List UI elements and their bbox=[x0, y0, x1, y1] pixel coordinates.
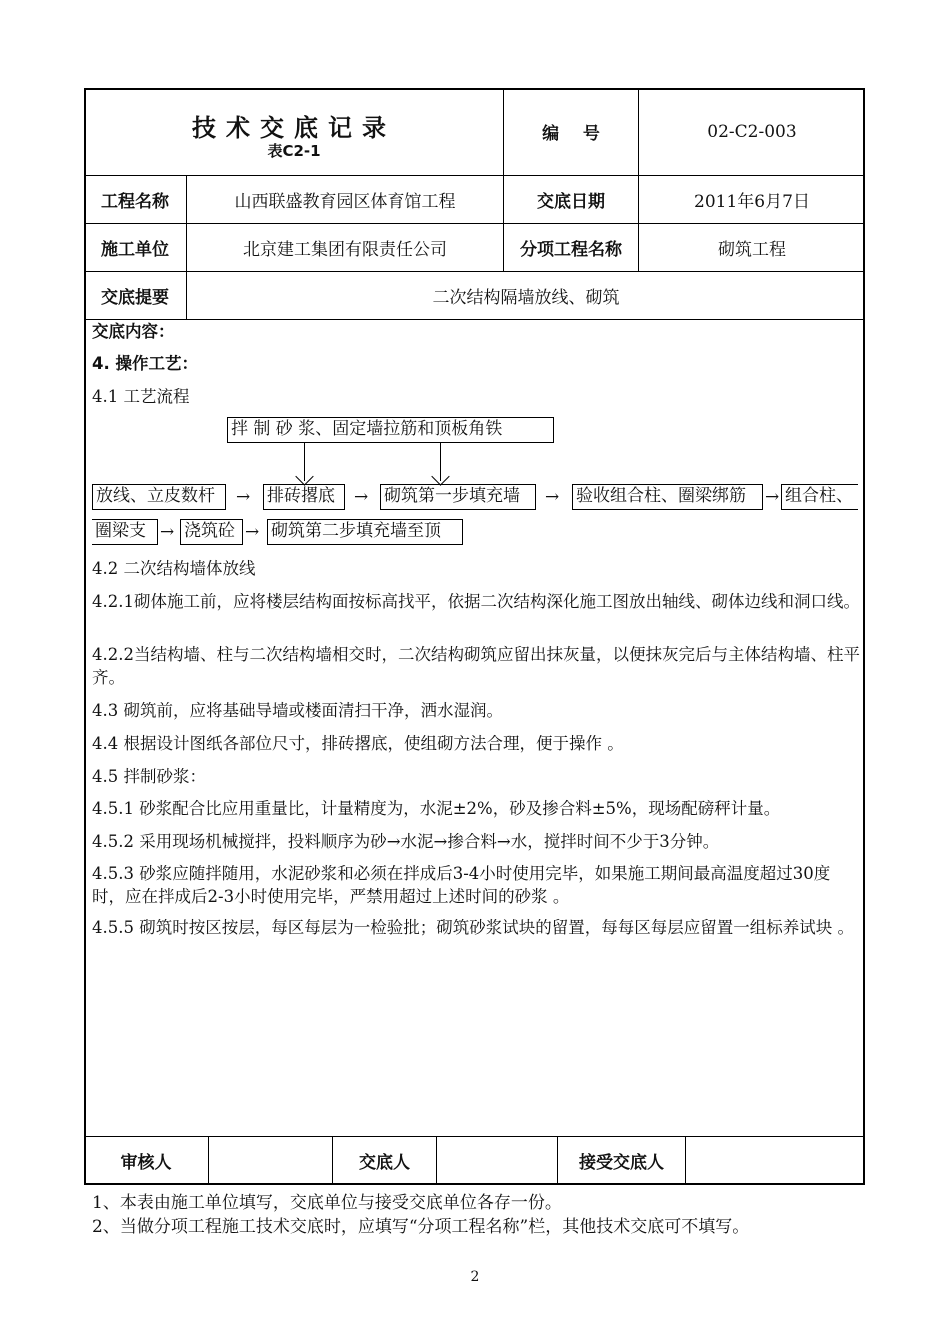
flow-step-6: 浇筑砼 bbox=[180, 519, 243, 545]
flow-step-mortar: 拌 制 砂 浆、固定墙拉筋和顶板角铁 bbox=[227, 417, 554, 443]
right-arrow-icon: → bbox=[160, 522, 175, 542]
right-arrow-icon: → bbox=[545, 487, 560, 507]
flow-step-2: 排砖撂底 bbox=[263, 484, 345, 510]
subproject-value: 砌筑工程 bbox=[718, 239, 786, 260]
section-4-1: 4.1 工艺流程 bbox=[92, 387, 190, 406]
note-1: 1、本表由施工单位填写，交底单位与接受交底单位各存一份。 bbox=[92, 1193, 562, 1213]
reviewer-field[interactable] bbox=[209, 1136, 332, 1185]
right-arrow-icon: → bbox=[245, 522, 260, 542]
section-4-2-2: 4.2.2当结构墙、柱与二次结构墙相交时，二次结构砌筑应留出抹灰量，以便抹灰完后与主体结构墙、柱平齐。 bbox=[92, 645, 860, 687]
flow-step-4: 验收组合柱、圈梁绑筋 bbox=[572, 484, 763, 510]
form-code: 表C2-1 bbox=[267, 142, 321, 160]
form-title: 技术交底记录 bbox=[192, 114, 396, 142]
date-label: 交底日期 bbox=[537, 191, 605, 212]
section-4-3: 4.3 砌筑前，应将基础导墙或楼面清扫干净，洒水湿润。 bbox=[92, 701, 503, 720]
content-label: 交底内容： bbox=[92, 322, 175, 341]
section-4-2: 4.2 二次结构墙体放线 bbox=[92, 559, 256, 578]
section-4-5: 4.5 拌制砂浆： bbox=[92, 767, 206, 786]
right-arrow-icon: → bbox=[236, 487, 251, 507]
number-value: 02-C2-003 bbox=[707, 121, 797, 142]
section-4-5-2: 4.5.2 采用现场机械搅拌，投料顺序为砂→水泥→掺合料→水，搅拌时间不少于3分钟。 bbox=[92, 832, 720, 851]
section-4-heading: 4. 操作工艺： bbox=[92, 354, 198, 373]
number-label: 编 号 bbox=[542, 124, 600, 144]
section-4-5-1: 4.5.1 砂浆配合比应用重量比，计量精度为，水泥±2%，砂及掺合料±5%，现场配磅秤计量。 bbox=[92, 799, 781, 818]
date-value: 2011年6月7日 bbox=[694, 191, 810, 212]
section-4-4: 4.4 根据设计图纸各部位尺寸，排砖撂底，使组砌方法合理，便于操作 。 bbox=[92, 734, 624, 753]
flow-step-7: 砌筑第二步填充墙至顶 bbox=[267, 519, 463, 545]
project-value: 山西联盛教育园区体育馆工程 bbox=[234, 191, 456, 212]
project-label: 工程名称 bbox=[101, 191, 169, 212]
summary-value: 二次结构隔墙放线、砌筑 bbox=[432, 287, 620, 308]
section-4-5-3: 4.5.3 砂浆应随拌随用，水泥砂浆和必须在拌成后3-4小时使用完毕，如果施工期间最高温度超过30度时，应在拌成后2-3小时使用完毕，严禁用超过上述时间的砂浆 。 bbox=[92, 864, 831, 906]
flow-step-3: 砌筑第一步填充墙 bbox=[380, 484, 536, 510]
contractor-label: 施工单位 bbox=[101, 239, 169, 260]
down-arrow-icon bbox=[304, 443, 305, 481]
note-2: 2、当做分项工程施工技术交底时，应填写“分项工程名称”栏，其他技术交底可不填写。 bbox=[92, 1217, 750, 1237]
flow-step-1: 放线、立皮数杆 bbox=[92, 484, 226, 510]
receiver-label: 接受交底人 bbox=[579, 1153, 664, 1173]
flow-step-5-cont: 圈梁支 bbox=[92, 519, 158, 545]
flow-step-5: 组合柱、 bbox=[781, 484, 858, 510]
subproject-label: 分项工程名称 bbox=[520, 239, 622, 260]
summary-label: 交底提要 bbox=[101, 287, 169, 308]
reviewer-label: 审核人 bbox=[120, 1153, 172, 1173]
receiver-field[interactable] bbox=[686, 1136, 865, 1185]
contractor-value: 北京建工集团有限责任公司 bbox=[243, 239, 447, 260]
page-number: 2 bbox=[470, 1269, 480, 1285]
presenter-label: 交底人 bbox=[359, 1153, 410, 1173]
right-arrow-icon: → bbox=[765, 487, 780, 507]
section-4-2-1: 4.2.1砌体施工前，应将楼层结构面按标高找平，依据二次结构深化施工图放出轴线、砌体边线和洞口线。 bbox=[92, 592, 860, 611]
right-arrow-icon: → bbox=[354, 487, 369, 507]
section-4-5-5: 4.5.5 砌筑时按区按层，每区每层为一检验批；砌筑砂浆试块的留置，每每区每层应留置一组标养试块 。 bbox=[92, 918, 854, 937]
down-arrow-icon bbox=[440, 443, 441, 481]
presenter-field[interactable] bbox=[437, 1136, 557, 1185]
